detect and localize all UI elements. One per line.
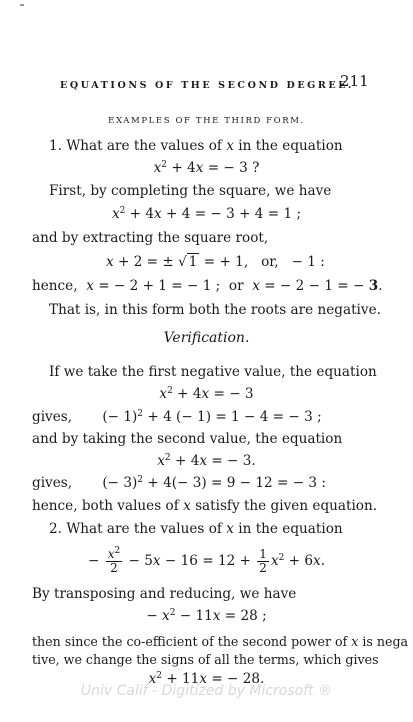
step-completing-square-text: First, by completing the square, we have xyxy=(49,183,332,199)
equation-2: − $\frac{x^2}{2}$ − 5x − 16 = 12 + $\frac{1}{2}$ $x^2 + 6x$. xyxy=(87,546,326,575)
transposing-text: By transposing and reducing, we have xyxy=(32,586,297,602)
scan-speck xyxy=(20,4,24,6)
page-number: 211 xyxy=(340,72,369,90)
step-square-root-text: and by extracting the square root, xyxy=(32,230,269,246)
example-2-question: 2. What are the values of x in the equation xyxy=(49,521,343,537)
roots-conclusion: That is, in this form both the roots are negative. xyxy=(49,302,381,318)
verify-substitution-1: gives, (− 1)$^2$ + 4 (− 1) = 1 − 4 = − 3 ; xyxy=(32,409,322,425)
equation-completed-square: $x^2 + 4x + 4$ = − 3 + 4 = 1 ; xyxy=(111,206,302,222)
equation-1: $x^2 + 4x$ = − 3 ? xyxy=(153,160,260,176)
section-subheading: EXAMPLES OF THE THIRD FORM. xyxy=(108,116,305,126)
example-1-question: 1. What are the values of x in the equation xyxy=(49,138,343,154)
sign-change-text-1: then since the co-efficient of the second power of x is nega xyxy=(32,634,409,649)
equation-reduced: − $x^2 - 11x = 28$ ; xyxy=(146,608,267,624)
verification-heading: Verification. xyxy=(163,330,250,346)
equation-roots: hence, x = − 2 + 1 = − 1 ; or x = − 2 − 1 = − 3. xyxy=(32,278,383,294)
verification-final: hence, both values of x satisfy the given equation. xyxy=(32,498,378,514)
verification-intro-2: and by taking the second value, the equation xyxy=(32,431,343,447)
verify-substitution-2: gives, (− 3)$^2$ + 4(− 3) = 9 − 12 = − 3 : xyxy=(32,475,326,491)
verification-intro-1: If we take the first negative value, the equation xyxy=(49,364,377,380)
equation-verify-1: $x^2 + 4x$ = − 3 xyxy=(159,386,254,402)
sign-change-text-2: tive, we change the signs of all the terms, which gives xyxy=(32,652,379,667)
running-header: EQUATIONS OF THE SECOND DEGREE. xyxy=(60,80,354,91)
equation-square-root: x + 2 = ± √ 1 = + 1, or, − 1 : xyxy=(106,254,325,270)
scan-watermark: Univ Calif - Digitized by Microsoft ® xyxy=(80,683,333,699)
equation-final: $x^2 + 11x$ = − 28. xyxy=(148,671,265,687)
equation-verify-2: $x^2 + 4x$ = − 3. xyxy=(157,453,256,469)
